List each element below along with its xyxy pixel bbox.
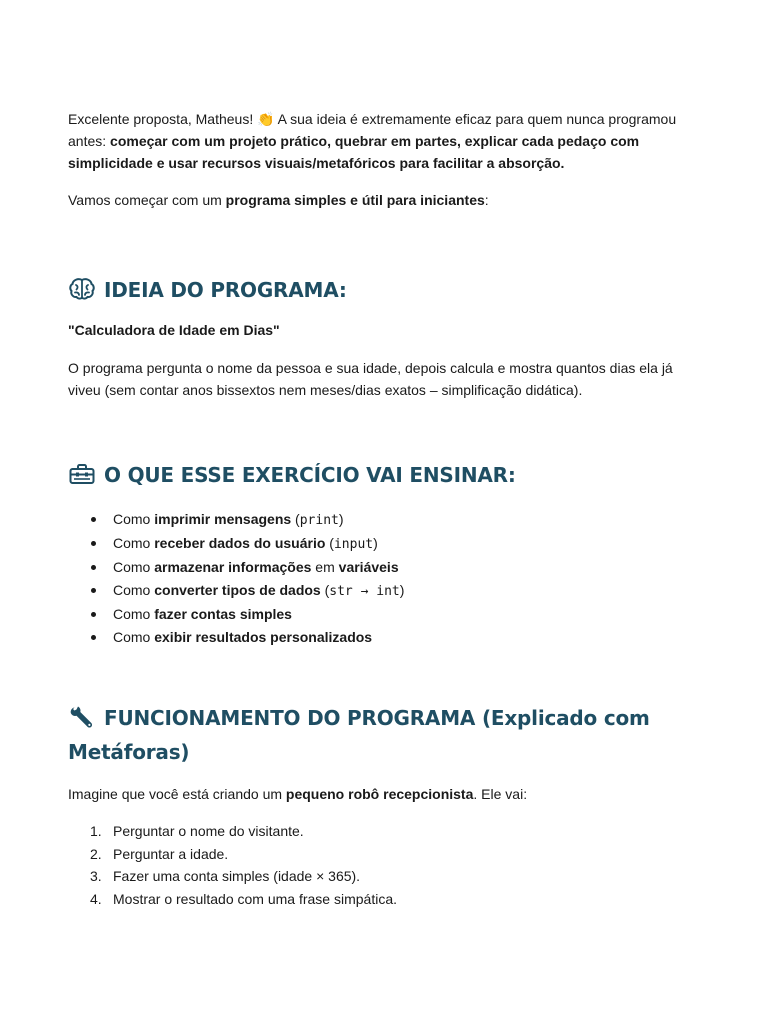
step-text: Perguntar a idade. <box>113 845 229 862</box>
item-bold: receber dados do usuário <box>154 535 326 551</box>
item-prefix: Como <box>113 606 155 622</box>
step-text: Fazer uma conta simples (idade × 365). <box>113 868 361 884</box>
item-middle: ( <box>291 511 300 527</box>
list-item <box>68 556 704 579</box>
item-prefix: Como <box>113 511 155 527</box>
step-number: 1. <box>90 823 102 839</box>
func-intro-end: . Ele vai: <box>473 786 528 802</box>
program-description: O programa pergunta o nome da pessoa e sua idade, depois calcula e mostra quantos dias ela já viveu (sem contar anos bissextos nem meses/dias exatos – simplificação didática). <box>68 360 673 398</box>
intro-paragraph-2 <box>68 189 704 211</box>
intro-text-start: Excelente proposta, Matheus! <box>68 111 258 127</box>
heading-ensinar-text: O QUE ESSE EXERCÍCIO VAI ENSINAR: <box>104 463 516 487</box>
heading-ideia <box>68 273 704 307</box>
list-item <box>68 532 704 556</box>
step-text: Mostrar o resultado com uma frase simpática. <box>113 890 397 907</box>
intro-text-middle: A sua ideia é extremamente eficaz para quem nunca programou antes: <box>68 111 677 149</box>
list-item <box>68 865 704 888</box>
item-suffix: ) <box>373 535 378 551</box>
document-content <box>68 108 704 910</box>
step-number: 4. <box>90 890 102 907</box>
item-bold: exibir resultados personalizados <box>154 629 373 645</box>
heading-funcionamento <box>68 701 704 769</box>
item-bold: imprimir mensagens <box>154 511 292 527</box>
item-bold: converter tipos de dados <box>154 582 321 598</box>
heading-ideia-text: IDEIA DO PROGRAMA: <box>104 278 347 302</box>
step-text: Perguntar o nome do visitante. <box>113 823 304 839</box>
list-item <box>68 888 704 911</box>
step-number: 2. <box>90 845 102 862</box>
item-bold: armazenar informações <box>154 559 312 575</box>
item-middle: ( <box>320 582 330 598</box>
learning-list <box>68 508 704 649</box>
heading-ensinar <box>68 458 704 492</box>
program-name <box>68 319 704 341</box>
toolbox-icon <box>68 462 96 486</box>
funcionamento-intro <box>68 783 704 805</box>
item-middle: ( <box>325 535 334 551</box>
list-item <box>68 626 704 649</box>
item-suffix: ) <box>399 582 405 598</box>
intro-paragraph <box>68 108 704 174</box>
program-name-text: "Calculadora de Idade em Dias" <box>68 322 280 338</box>
step-number: 3. <box>90 868 102 884</box>
item-bold-2: variáveis <box>338 559 399 575</box>
intro2-text-start: Vamos começar com um <box>68 192 226 208</box>
item-suffix: ) <box>338 511 344 527</box>
item-prefix: Como <box>113 629 155 645</box>
wrench-icon <box>68 705 96 729</box>
list-item <box>68 843 704 866</box>
list-item <box>68 579 704 603</box>
item-code: print <box>299 513 339 528</box>
item-bold: fazer contas simples <box>154 606 292 622</box>
brain-icon <box>68 277 96 301</box>
item-middle: em <box>311 559 339 575</box>
list-item <box>68 603 704 626</box>
intro-bold-text: começar com um projeto prático, quebrar em partes, explicar cada pedaço com simplicidade e usar recursos visuais/metafóricos para facilitar a absorção. <box>68 133 640 171</box>
item-prefix: Como <box>113 582 155 598</box>
intro2-bold-text: programa simples e útil para iniciantes <box>225 192 485 208</box>
item-code: str → int <box>329 584 400 599</box>
item-code: input <box>333 537 374 552</box>
heading-funcionamento-text: FUNCIONAMENTO DO PROGRAMA (Explicado com Metáforas) <box>68 706 650 764</box>
steps-list <box>68 820 704 910</box>
intro2-text-end: : <box>484 192 489 208</box>
item-prefix: Como <box>113 535 155 551</box>
func-intro-start: Imagine que você está criando um <box>68 786 286 802</box>
item-prefix: Como <box>113 559 155 575</box>
clapping-hands-icon: 👏 <box>257 111 275 127</box>
func-intro-bold: pequeno robô recepcionista <box>285 786 474 802</box>
list-item <box>68 508 704 532</box>
list-item <box>68 820 704 843</box>
